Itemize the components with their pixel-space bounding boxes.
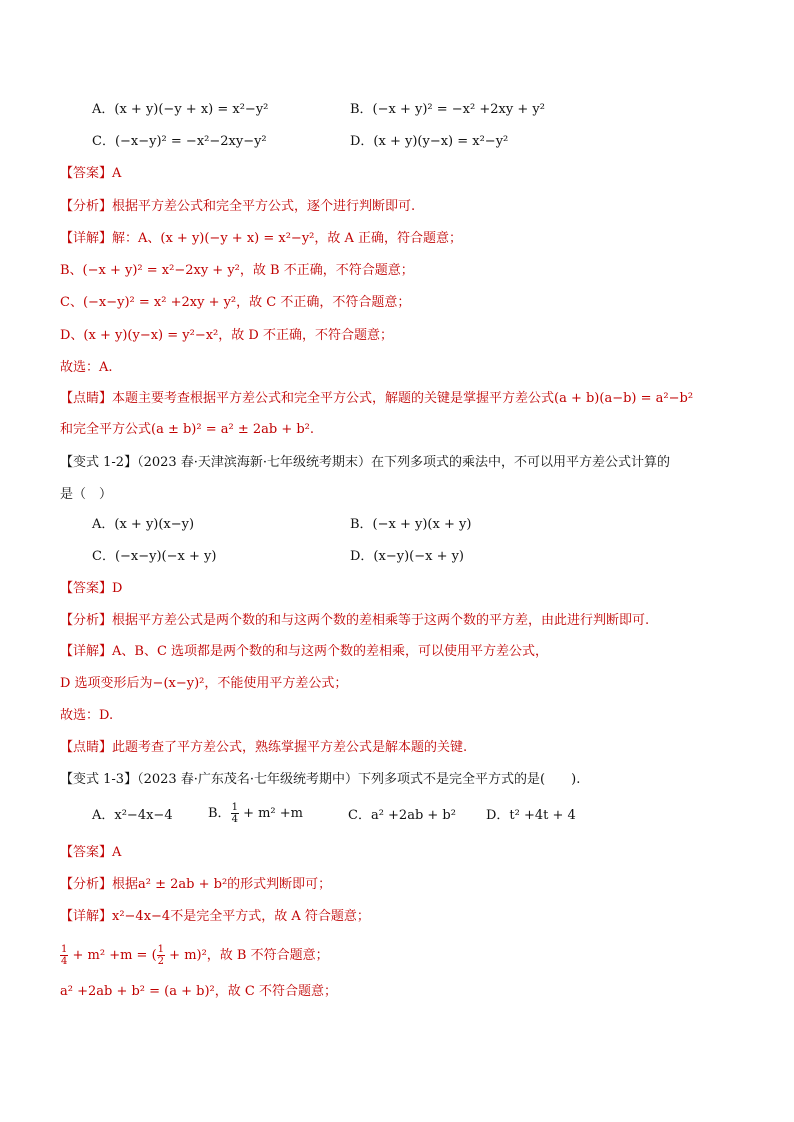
q2-option-d: D．(x−y)(−x + y) (350, 549, 465, 564)
detail-rest: + m)²，故 B 不符合题意； (165, 948, 329, 963)
q2-analysis: 【分析】根据平方差公式是两个数的和与这两个数的差相乘等于这两个数的平方差，由此进行判断即可. (60, 613, 650, 628)
fraction-numerator: 1 (61, 944, 68, 955)
q1-detail-4: D、(x + y)(y−x) = y²−x²，故 D 不正确，不符合题意； (60, 328, 393, 343)
q2-option-a: A．(x + y)(x−y) (92, 517, 195, 532)
q3-option-c: C．a² +2ab + b² (348, 808, 456, 823)
q3-detail-2 (60, 944, 329, 967)
q1-detail-1: 【详解】解：A、(x + y)(−y + x) = x²−y²，故 A 正确，符合题意； (60, 231, 463, 246)
q3-option-a: A．x²−4x−4 (92, 808, 173, 823)
q2-title-1: 【变式 1-2】（2023 春·天津滨海新·七年级统考期末）在下列多项式的乘法中，不可以用平方差公式计算的 (60, 455, 671, 470)
q3-answer: 【答案】A (60, 845, 122, 860)
q2-option-c: C．(−x−y)(−x + y) (92, 549, 217, 564)
q1-comment-1: 【点睛】本题主要考查根据平方差公式和完全平方公式，解题的关键是掌握平方差公式(a + b)(a−b) = a²−b² (60, 391, 694, 406)
q1-answer: 【答案】A (60, 166, 122, 181)
q2-option-b: B．(−x + y)(x + y) (350, 517, 472, 532)
q1-detail-2: B、(−x + y)² = x²−2xy + y²，故 B 不正确，不符合题意； (60, 263, 414, 278)
detail-fraction-2 (157, 944, 165, 967)
fraction-denominator: 4 (61, 956, 68, 967)
q1-comment-2: 和完全平方公式(a ± b)² = a² ± 2ab + b². (60, 422, 315, 437)
q2-answer: 【答案】D (60, 581, 123, 596)
q3-option-b (208, 802, 303, 825)
fraction-numerator: 1 (157, 944, 165, 955)
fraction-numerator: 1 (231, 802, 238, 813)
q1-analysis: 【分析】根据平方差公式和完全平方公式，逐个进行判断即可. (60, 199, 416, 214)
q2-comment: 【点睛】此题考查了平方差公式，熟练掌握平方差公式是解本题的关键. (60, 740, 468, 755)
fraction-denominator: 2 (157, 956, 165, 967)
detail-mid: + m² +m = ( (68, 948, 157, 963)
q1-choose: 故选：A. (60, 360, 113, 375)
q1-option-b: B．(−x + y)² = −x² +2xy + y² (350, 102, 545, 117)
q3-option-b-prefix: B． (208, 806, 231, 821)
q2-detail-1: 【详解】A、B、C 选项都是两个数的和与这两个数的差相乘，可以使用平方差公式， (60, 644, 549, 659)
q3-title: 【变式 1-3】（2023 春·广东茂名·七年级统考期中）下列多项式不是完全平方式的是( ). (60, 772, 581, 787)
q1-option-c: C．(−x−y)² = −x²−2xy−y² (92, 134, 267, 149)
q3-option-d: D．t² +4t + 4 (486, 808, 576, 823)
q3-analysis: 【分析】根据a² ± 2ab + b²的形式判断即可； (60, 877, 332, 892)
q3-detail-1: 【详解】x²−4x−4不是完全平方式，故 A 符合题意； (60, 909, 370, 924)
q3-option-b-rest: + m² +m (238, 806, 303, 821)
q1-option-a: A．(x + y)(−y + x) = x²−y² (92, 102, 269, 117)
q3-option-b-fraction (231, 802, 239, 825)
fraction-denominator: 4 (231, 814, 238, 825)
q2-detail-2: D 选项变形后为−(x−y)²，不能使用平方差公式； (60, 676, 348, 691)
q1-option-d: D．(x + y)(y−x) = x²−y² (350, 134, 509, 149)
q2-choose: 故选：D. (60, 708, 114, 723)
q3-detail-3: a² +2ab + b² = (a + b)²，故 C 不符合题意； (60, 984, 337, 999)
q1-detail-3: C、(−x−y)² = x² +2xy + y²，故 C 不正确，不符合题意； (60, 295, 411, 310)
q2-title-2: 是（ ） (60, 487, 113, 502)
